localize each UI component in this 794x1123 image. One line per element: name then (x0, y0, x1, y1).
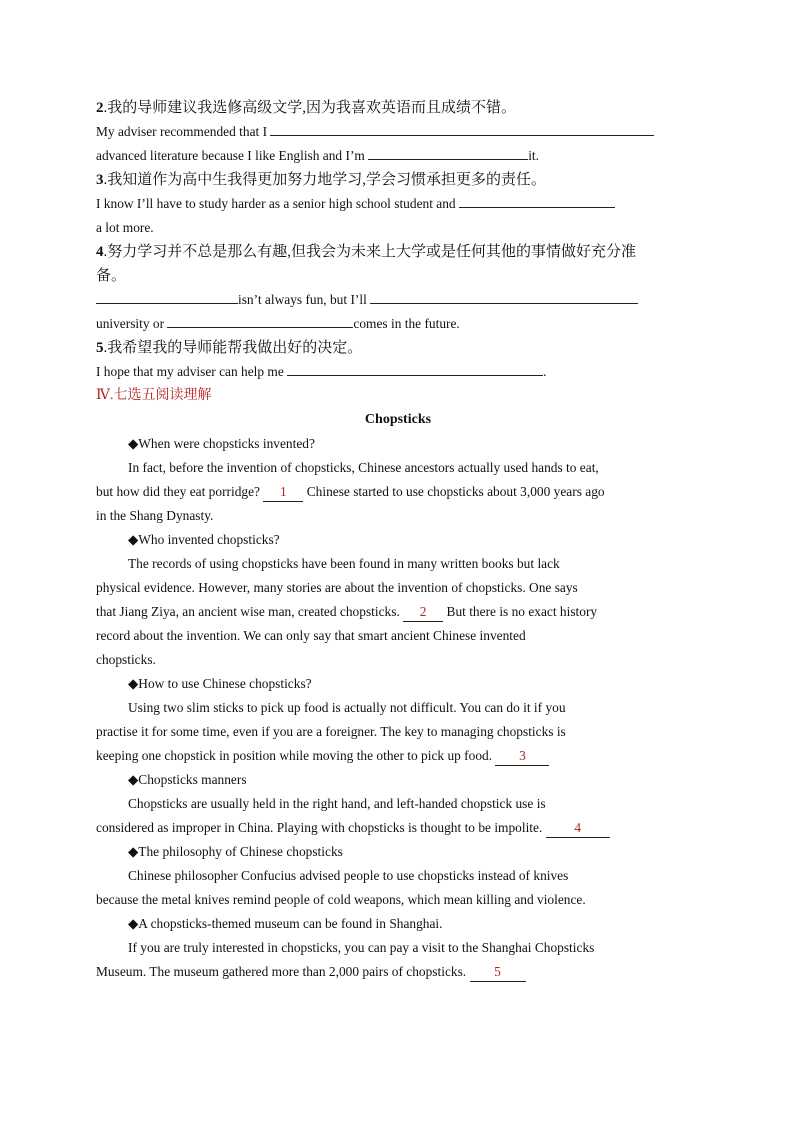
q2-blank-2[interactable] (368, 144, 528, 160)
q3-blank-1[interactable] (459, 192, 615, 208)
q4-number: 4 (96, 244, 104, 260)
para3-line-2: practise it for some time, even if you are a foreigner. The key to managing chopsticks is (96, 724, 566, 739)
q4-blank-3[interactable] (167, 312, 353, 328)
heading-6: ◆A chopsticks-themed museum can be found in Shanghai. (128, 916, 443, 931)
para2-line-3-pre: that Jiang Ziya, an ancient wise man, created chopsticks. (96, 604, 400, 619)
passage-title: Chopsticks (364, 412, 432, 427)
para2-line-5: chopsticks. (96, 652, 156, 667)
answer-blank-3[interactable]: 3 (495, 747, 549, 766)
heading-2: ◆Who invented chopsticks? (128, 532, 280, 547)
heading-4: ◆Chopsticks manners (128, 772, 247, 787)
para6-line-2 (96, 960, 700, 984)
q2-chinese-text: .我的导师建议我选修高级文学,因为我喜欢英语而且成绩不错。 (103, 100, 517, 116)
q4-chinese-text-1: .努力学习并不总是那么有趣,但我会为未来上大学或是任何其他的事情做好充分准 (103, 244, 637, 260)
q5-number: 5 (96, 340, 104, 356)
q4-blank-1[interactable] (96, 288, 238, 304)
q4-en2-text: university or (96, 316, 165, 331)
para5-line-1: Chinese philosopher Confucius advised people to use chopsticks instead of knives (128, 868, 569, 883)
para3-line-3 (96, 744, 700, 768)
para4-line-1: Chopsticks are usually held in the right hand, and left-handed chopstick use is (128, 796, 546, 811)
q2-english-line-2 (96, 144, 700, 168)
q3-english-line-2 (96, 216, 700, 240)
para6-line-1: If you are truly interested in chopsticks, you can pay a visit to the Shanghai Chopsticks (128, 940, 595, 955)
q3-number: 3 (96, 172, 104, 188)
q2-en1-text: My adviser recommended that I (96, 124, 268, 139)
q2-blank-1[interactable] (270, 120, 654, 136)
q3-en2-text: a lot more. (96, 220, 154, 235)
q2-en2-end: it. (528, 148, 539, 163)
para2-line-4: record about the invention. We can only say that smart ancient Chinese invented (96, 628, 526, 643)
q4-english-line-1 (96, 288, 700, 312)
para3-line-3-pre: keeping one chopstick in position while moving the other to pick up food. (96, 748, 493, 763)
q2-number: 2 (96, 100, 104, 116)
q4-chinese-line-2 (96, 264, 700, 288)
q2-chinese (96, 96, 700, 120)
para5-line-2: because the metal knives remind people of cold weapons, which mean killing and violence. (96, 892, 586, 907)
heading-5: ◆The philosophy of Chinese chopsticks (128, 844, 343, 859)
para4-line-2-pre: considered as improper in China. Playing with chopsticks is thought to be impolite. (96, 820, 543, 835)
q4-english-line-2 (96, 312, 700, 336)
q4-chinese-line-1 (96, 240, 700, 264)
document-page (96, 96, 700, 984)
para3-line-1: Using two slim sticks to pick up food is actually not difficult. You can do it if you (128, 700, 566, 715)
para1-line-2-pre: but how did they eat porridge? (96, 484, 260, 499)
para1-line-3: in the Shang Dynasty. (96, 508, 214, 523)
answer-blank-1[interactable]: 1 (263, 483, 303, 502)
q4-chinese-text-2: 备。 (96, 268, 127, 284)
para1-line-2 (96, 480, 700, 504)
q3-chinese (96, 168, 700, 192)
q3-chinese-text: .我知道作为高中生我得更加努力地学习,学会习惯承担更多的责任。 (103, 172, 547, 188)
para6-line-2-pre: Museum. The museum gathered more than 2,000 pairs of chopsticks. (96, 964, 467, 979)
q5-chinese (96, 336, 700, 360)
q3-english-line-1 (96, 192, 700, 216)
q2-en2-text: advanced literature because I like English and I’m (96, 148, 365, 163)
heading-3: ◆How to use Chinese chopsticks? (128, 676, 312, 691)
q5-end: . (543, 364, 547, 379)
q3-en1-text: I know I’ll have to study harder as a senior high school student and (96, 196, 456, 211)
q4-blank-2[interactable] (370, 288, 638, 304)
para2-line-3 (96, 600, 700, 624)
para2-line-1: The records of using chopsticks have been found in many written books but lack (128, 556, 560, 571)
answer-blank-2[interactable]: 2 (403, 603, 443, 622)
para1-line-1: In fact, before the invention of chopsticks, Chinese ancestors actually used hands to eat, (128, 460, 599, 475)
para2-line-2: physical evidence. However, many stories are about the invention of chopsticks. One says (96, 580, 578, 595)
q4-en2-end: comes in the future. (353, 316, 460, 331)
q4-en1-text: isn’t always fun, but I’ll (238, 292, 367, 307)
q5-en1-text: I hope that my adviser can help me (96, 364, 284, 379)
q5-english-line-1 (96, 360, 700, 384)
heading-1: ◆When were chopsticks invented? (128, 436, 315, 451)
q5-chinese-text: .我希望我的导师能帮我做出好的决定。 (103, 340, 363, 356)
para2-line-3-post: But there is no exact history (446, 604, 598, 619)
answer-blank-5[interactable]: 5 (470, 963, 526, 982)
q2-english-line-1 (96, 120, 700, 144)
q5-blank-1[interactable] (287, 360, 543, 376)
para4-line-2 (96, 816, 700, 840)
answer-blank-4[interactable]: 4 (546, 819, 610, 838)
para1-line-2-post: Chinese started to use chopsticks about 3,000 years ago (306, 484, 605, 499)
section-heading: Ⅳ.七选五阅读理解 (96, 388, 212, 403)
